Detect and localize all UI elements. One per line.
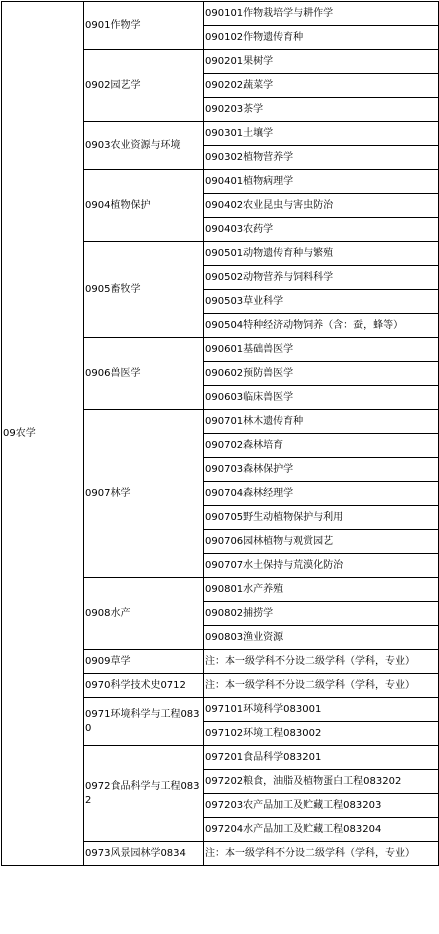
first-level-discipline-cell: 0905畜牧学 <box>84 242 204 338</box>
second-level-discipline-cell: 097101环境科学083001 <box>204 698 439 722</box>
table-row <box>2 2 439 26</box>
second-level-discipline-cell: 090803渔业资源 <box>204 626 439 650</box>
second-level-discipline-cell: 090802捕捞学 <box>204 602 439 626</box>
second-level-discipline-cell: 090102作物遗传育种 <box>204 26 439 50</box>
second-level-discipline-cell: 090403农药学 <box>204 218 439 242</box>
first-level-discipline-cell: 0908水产 <box>84 578 204 650</box>
second-level-discipline-cell: 090703森林保护学 <box>204 458 439 482</box>
first-level-discipline-cell: 0971环境科学与工程0830 <box>84 698 204 746</box>
second-level-discipline-cell: 090701林木遗传育种 <box>204 410 439 434</box>
first-level-discipline-cell: 0973风景园林学0834 <box>84 842 204 866</box>
second-level-discipline-cell: 090502动物营养与饲料科学 <box>204 266 439 290</box>
second-level-discipline-cell: 090101作物栽培学与耕作学 <box>204 2 439 26</box>
first-level-discipline-cell: 0902园艺学 <box>84 50 204 122</box>
second-level-discipline-cell: 090705野生动植物保护与利用 <box>204 506 439 530</box>
second-level-discipline-cell: 090602预防兽医学 <box>204 362 439 386</box>
second-level-discipline-cell: 097203农产品加工及贮藏工程083203 <box>204 794 439 818</box>
second-level-discipline-cell: 097102环境工程083002 <box>204 722 439 746</box>
second-level-discipline-cell: 090302植物营养学 <box>204 146 439 170</box>
second-level-discipline-cell: 090601基础兽医学 <box>204 338 439 362</box>
second-level-discipline-cell: 090801水产养殖 <box>204 578 439 602</box>
catalog-body <box>2 2 439 866</box>
second-level-discipline-cell: 097204水产品加工及贮藏工程083204 <box>204 818 439 842</box>
second-level-discipline-cell: 090301土壤学 <box>204 122 439 146</box>
first-level-discipline-cell: 0972食品科学与工程0832 <box>84 746 204 842</box>
first-level-discipline-cell: 0907林学 <box>84 410 204 578</box>
second-level-discipline-cell: 090501动物遗传育种与繁殖 <box>204 242 439 266</box>
second-level-discipline-cell: 090201果树学 <box>204 50 439 74</box>
second-level-discipline-cell: 090707水土保持与荒漠化防治 <box>204 554 439 578</box>
first-level-discipline-cell: 0906兽医学 <box>84 338 204 410</box>
second-level-discipline-cell: 090503草业科学 <box>204 290 439 314</box>
discipline-cell: 09农学 <box>2 2 84 866</box>
second-level-discipline-cell: 090704森林经理学 <box>204 482 439 506</box>
second-level-discipline-cell: 097201食品科学083201 <box>204 746 439 770</box>
second-level-discipline-cell: 090402农业昆虫与害虫防治 <box>204 194 439 218</box>
note-cell: 注：本一级学科不分设二级学科（学科，专业） <box>204 842 439 866</box>
second-level-discipline-cell: 090702森林培育 <box>204 434 439 458</box>
first-level-discipline-cell: 0903农业资源与环境 <box>84 122 204 170</box>
second-level-discipline-cell: 090203茶学 <box>204 98 439 122</box>
second-level-discipline-cell: 090706园林植物与观赏园艺 <box>204 530 439 554</box>
discipline-catalog-table <box>1 1 439 866</box>
first-level-discipline-cell: 0901作物学 <box>84 2 204 50</box>
second-level-discipline-cell: 090202蔬菜学 <box>204 74 439 98</box>
second-level-discipline-cell: 090603临床兽医学 <box>204 386 439 410</box>
second-level-discipline-cell: 090401植物病理学 <box>204 170 439 194</box>
first-level-discipline-cell: 0970科学技术史0712 <box>84 674 204 698</box>
first-level-discipline-cell: 0904植物保护 <box>84 170 204 242</box>
note-cell: 注：本一级学科不分设二级学科（学科，专业） <box>204 650 439 674</box>
note-cell: 注：本一级学科不分设二级学科（学科，专业） <box>204 674 439 698</box>
first-level-discipline-cell: 0909草学 <box>84 650 204 674</box>
second-level-discipline-cell: 090504特种经济动物饲养（含：蚕，蜂等） <box>204 314 439 338</box>
second-level-discipline-cell: 097202粮食，油脂及植物蛋白工程083202 <box>204 770 439 794</box>
